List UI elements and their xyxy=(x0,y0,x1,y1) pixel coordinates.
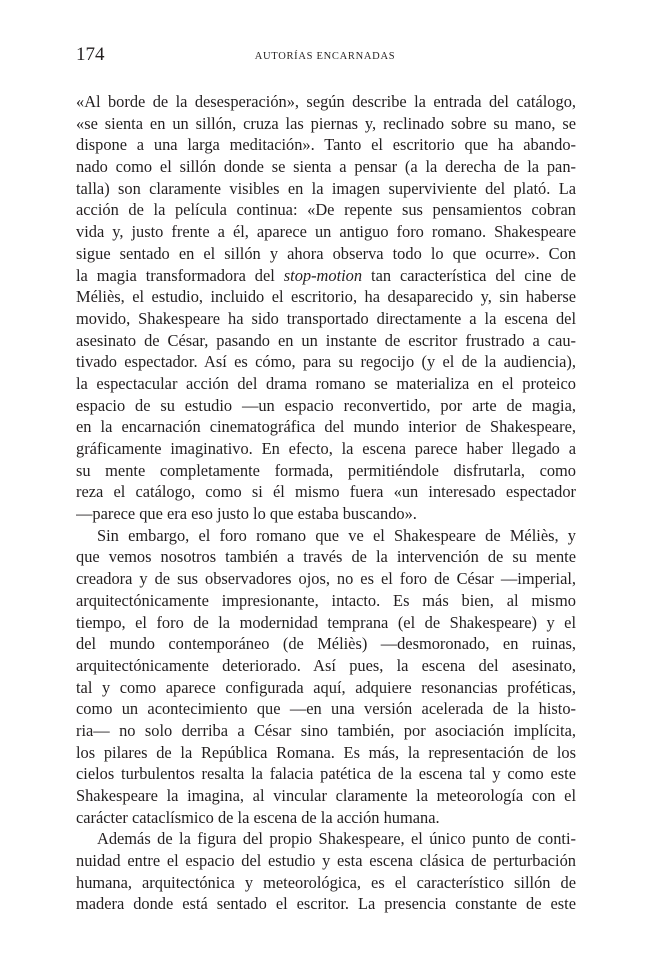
text-run: Shakespeare la imagina, al vincular claramente la meteorología con el xyxy=(76,786,576,805)
text-line xyxy=(76,677,576,699)
text-run: asesinato de César, pasando en un instante de escritor frustrado a cau- xyxy=(76,330,576,350)
text-run: nado como el sillón donde se sienta a pensar (a la derecha de la pan- xyxy=(76,157,576,177)
text-line xyxy=(76,416,576,438)
text-line xyxy=(76,828,576,850)
text-run: creadora y de sus observadores ojos, no es el foro de César —imperial, xyxy=(76,569,576,589)
text-run: en la encarnación cinematográfica del mundo interior de Shakespeare, xyxy=(76,417,576,437)
text-line xyxy=(76,807,576,829)
text-line xyxy=(76,178,576,200)
text-line xyxy=(76,221,576,243)
text-line xyxy=(76,113,576,135)
text-run: como un acontecimiento que —en una versión acelerada de la histo- xyxy=(76,699,576,719)
text-run: carácter cataclísmico de la escena de la acción humana. xyxy=(76,807,440,827)
text-run: nuidad entre el espacio del estudio y esta escena clásica de perturbación xyxy=(76,851,576,871)
text-run: movido, Shakespeare ha sido transportado directamente a la escena del xyxy=(76,308,576,328)
text-line xyxy=(76,720,576,742)
text-run: «Al borde de la desesperación», según describe la entrada del catálogo, xyxy=(76,92,576,111)
text-run: tal y como aparece configurada aquí, adquiere resonancias proféticas, xyxy=(76,677,576,697)
text-run: tivado espectador. Así es cómo, para su regocijo (y el de la audiencia), xyxy=(76,352,576,372)
text-line xyxy=(76,438,576,460)
text-line xyxy=(76,742,576,764)
text-run: los pilares de la República Romana. Es más, la representación de los xyxy=(76,742,576,762)
text-run: —parece que era eso justo lo que estaba buscando». xyxy=(76,504,417,524)
text-line xyxy=(76,568,576,590)
text-run: acción de la película continua: «De repente sus pensamientos cobran xyxy=(76,200,576,220)
text-run: tan característica del cine de xyxy=(362,265,576,285)
text-line xyxy=(76,330,576,352)
text-line xyxy=(76,373,576,395)
text-line xyxy=(76,308,576,330)
text-run: madera donde está sentado el escritor. La presencia constante de este xyxy=(76,894,576,914)
text-run: dispone a una larga meditación». Tanto el escritorio que ha abando- xyxy=(76,135,576,155)
text-line xyxy=(76,134,576,156)
text-line xyxy=(76,872,576,894)
text-run: Además de la figura del propio Shakespeare, el único punto de conti- xyxy=(97,829,576,849)
text-run: que vemos nosotros también a través de la intervención de su mente xyxy=(76,547,576,567)
text-run: Méliès, el estudio, incluido el escritorio, ha desaparecido y, sin haberse xyxy=(76,287,576,307)
text-line xyxy=(76,395,576,417)
text-run: arquitectónicamente impresionante, intacto. Es más bien, al mismo xyxy=(76,590,576,610)
text-line xyxy=(76,763,576,785)
text-run: vida y, justo frente a él, aparece un antiguo foro romano. Shakespeare xyxy=(76,222,576,242)
text-run: talla) son claramente visibles en la imagen superviviente del plató. La xyxy=(76,178,576,198)
text-line xyxy=(76,893,576,915)
text-run: arquitectónicamente deteriorado. Así pues, la escena del asesinato, xyxy=(76,655,576,675)
text-line xyxy=(76,481,576,503)
text-line xyxy=(76,265,576,287)
text-run: del mundo contemporáneo (de Méliès) —desmoronado, en ruinas, xyxy=(76,634,576,654)
text-run: cielos turbulentos resalta la falacia patética de la escena tal y como este xyxy=(76,764,576,784)
text-line xyxy=(76,612,576,634)
text-line xyxy=(76,243,576,265)
text-line xyxy=(76,850,576,872)
text-line xyxy=(76,503,576,525)
paragraph xyxy=(76,828,576,915)
text-run: «se sienta en un sillón, cruza las piernas y, reclinado sobre su mano, se xyxy=(76,113,576,133)
paragraph xyxy=(76,525,576,829)
text-run: sigue sentado en el sillón y ahora observa todo lo que ocurre». Con xyxy=(76,243,576,263)
text-line xyxy=(76,91,576,113)
text-line xyxy=(76,655,576,677)
text-line xyxy=(76,590,576,612)
text-run: su mente completamente formada, permitiéndole disfrutarla, como xyxy=(76,460,576,480)
text-line xyxy=(76,286,576,308)
text-line xyxy=(76,460,576,482)
text-run: espacio de su estudio —un espacio reconvertido, por arte de magia, xyxy=(76,395,576,415)
text-run: la magia transformadora del xyxy=(76,265,284,285)
text-line xyxy=(76,698,576,720)
text-run: gráficamente imaginativo. En efecto, la escena parece haber llegado a xyxy=(76,439,576,458)
running-head: AUTORÍAS ENCARNADAS xyxy=(254,51,396,62)
text-run: tiempo, el foro de la modernidad temprana (el de Shakespeare) y el xyxy=(76,612,576,632)
text-line xyxy=(76,525,576,547)
text-run: Sin embargo, el foro romano que ve el Shakespeare de Méliès, y xyxy=(97,525,576,545)
text-run: la espectacular acción del drama romano se materializa en el proteico xyxy=(76,373,576,393)
text-line xyxy=(76,633,576,655)
text-line xyxy=(76,785,576,807)
italic-term: stop-motion xyxy=(283,265,363,285)
text-run: humana, arquitectónica y meteorológica, es el característico sillón de xyxy=(76,872,576,892)
text-line xyxy=(76,156,576,178)
paragraph xyxy=(76,91,576,525)
text-line xyxy=(76,351,576,373)
text-run: ria— no solo derriba a César sino también, por asociación implícita, xyxy=(76,720,576,740)
text-line xyxy=(76,199,576,221)
text-line xyxy=(76,546,576,568)
text-run: reza el catálogo, como si él mismo fuera «un interesado espectador xyxy=(76,482,576,502)
body-text xyxy=(76,91,576,915)
page-number: 174 xyxy=(76,44,105,65)
